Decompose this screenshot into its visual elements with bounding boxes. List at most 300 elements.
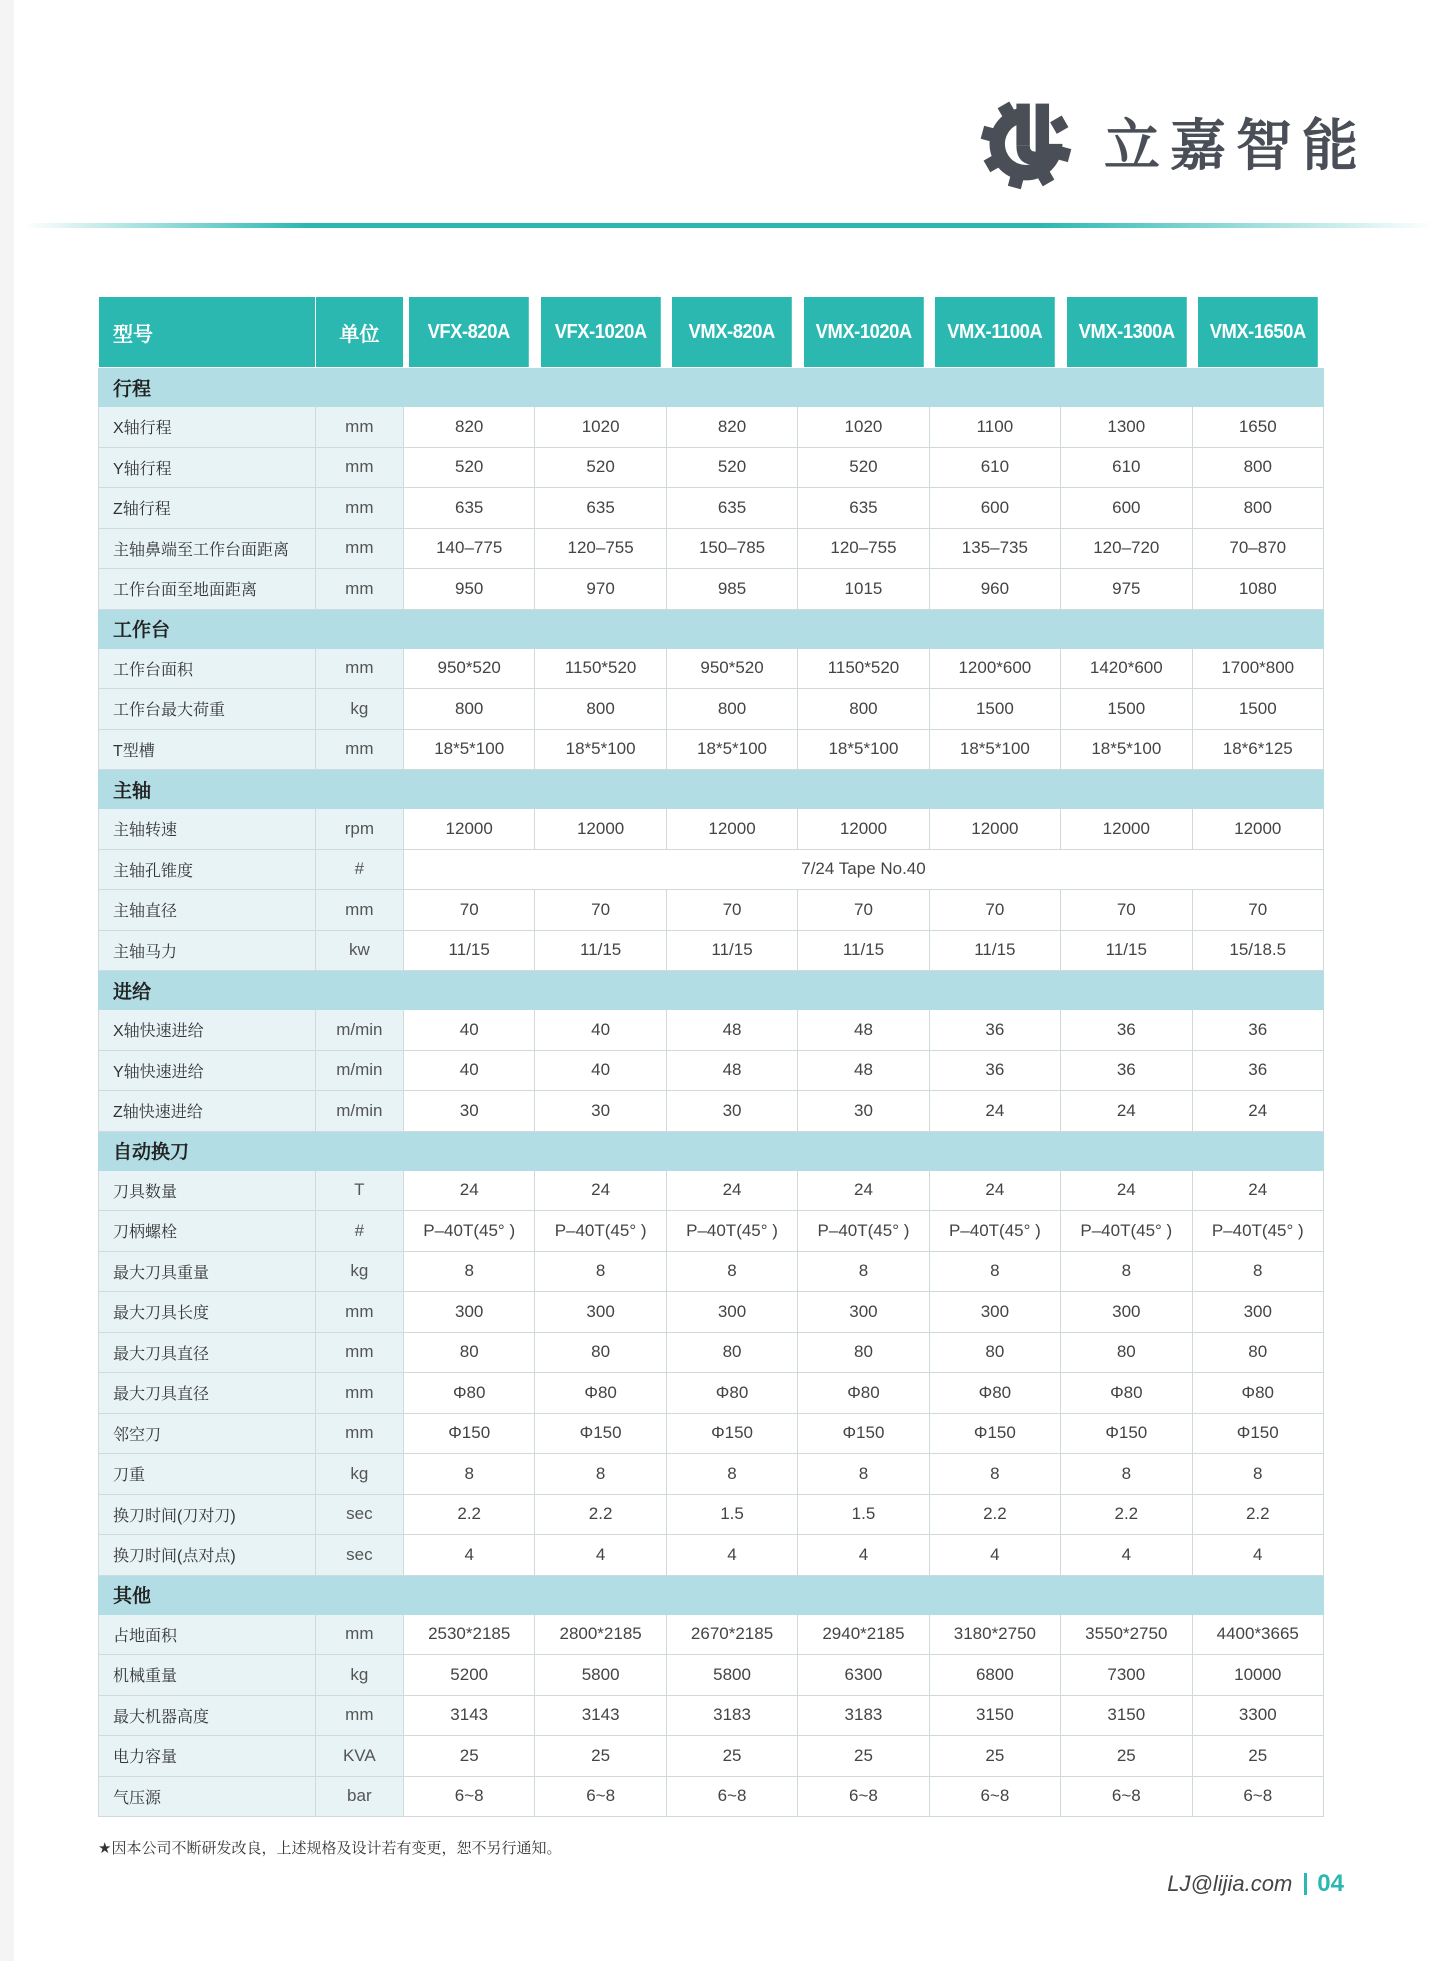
row-value: 36 bbox=[1192, 1010, 1323, 1051]
header-model-name: VMX-1300A bbox=[1066, 297, 1187, 368]
row-label: 换刀时间(点对点) bbox=[99, 1535, 316, 1576]
row-value: 30 bbox=[798, 1091, 929, 1132]
row-value: 6~8 bbox=[929, 1776, 1060, 1817]
row-unit: sec bbox=[315, 1494, 403, 1535]
row-value: P–40T(45° ) bbox=[929, 1211, 1060, 1252]
contact-email: LJ@lijia.com bbox=[1167, 1871, 1293, 1896]
header-model-name: VMX-1020A bbox=[803, 297, 924, 368]
row-value: 6~8 bbox=[1061, 1776, 1192, 1817]
row-value: 300 bbox=[1061, 1292, 1192, 1333]
table-row bbox=[99, 1170, 1324, 1211]
row-value: 1080 bbox=[1192, 569, 1323, 610]
brand-name: 立嘉智能 bbox=[1104, 113, 1368, 179]
row-value: 24 bbox=[535, 1170, 666, 1211]
row-value: 635 bbox=[403, 488, 534, 529]
spec-page bbox=[14, 0, 1440, 1961]
row-value: 12000 bbox=[929, 809, 1060, 850]
row-value: 520 bbox=[403, 447, 534, 488]
row-value: 2800*2185 bbox=[535, 1614, 666, 1655]
row-value: 24 bbox=[929, 1170, 1060, 1211]
row-value: 300 bbox=[929, 1292, 1060, 1333]
row-value: 1700*800 bbox=[1192, 648, 1323, 689]
table-row bbox=[99, 1413, 1324, 1454]
row-value: 8 bbox=[1061, 1454, 1192, 1495]
row-label: Y轴行程 bbox=[99, 447, 316, 488]
row-unit: mm bbox=[315, 447, 403, 488]
row-value: 18*5*100 bbox=[535, 729, 666, 770]
section-row bbox=[99, 1575, 1324, 1614]
row-value: 80 bbox=[929, 1332, 1060, 1373]
table-row bbox=[99, 1211, 1324, 1252]
table-row bbox=[99, 1736, 1324, 1777]
row-value: 40 bbox=[535, 1050, 666, 1091]
table-header-row bbox=[99, 297, 1324, 368]
row-value: 8 bbox=[403, 1251, 534, 1292]
row-value: 2.2 bbox=[535, 1494, 666, 1535]
section-row bbox=[99, 770, 1324, 809]
row-value: 5800 bbox=[666, 1655, 797, 1696]
row-value: 120–755 bbox=[798, 528, 929, 569]
row-value: 11/15 bbox=[403, 930, 534, 971]
row-value: 5200 bbox=[403, 1655, 534, 1696]
row-value: Φ80 bbox=[666, 1373, 797, 1414]
table-row bbox=[99, 729, 1324, 770]
row-unit: mm bbox=[315, 1695, 403, 1736]
row-value: Φ80 bbox=[403, 1373, 534, 1414]
table-row bbox=[99, 1655, 1324, 1696]
header-divider bbox=[24, 223, 1434, 228]
row-value: 1020 bbox=[535, 407, 666, 448]
row-label: 主轴鼻端至工作台面距离 bbox=[99, 528, 316, 569]
header-model-name: VMX-1100A bbox=[934, 297, 1055, 368]
table-row bbox=[99, 930, 1324, 971]
row-value: 36 bbox=[1061, 1050, 1192, 1091]
row-value: 800 bbox=[1192, 447, 1323, 488]
row-label: 工作台面积 bbox=[99, 648, 316, 689]
row-value: 70 bbox=[1192, 890, 1323, 931]
spec-table bbox=[98, 296, 1324, 1817]
row-value: Φ80 bbox=[798, 1373, 929, 1414]
row-value: 40 bbox=[403, 1010, 534, 1051]
row-value: 5800 bbox=[535, 1655, 666, 1696]
row-value: 25 bbox=[929, 1736, 1060, 1777]
row-value: 800 bbox=[666, 689, 797, 730]
row-value: 80 bbox=[535, 1332, 666, 1373]
table-row bbox=[99, 1535, 1324, 1576]
row-label: 最大刀具直径 bbox=[99, 1332, 316, 1373]
table-row bbox=[99, 1776, 1324, 1817]
row-value: 960 bbox=[929, 569, 1060, 610]
row-value: 8 bbox=[929, 1251, 1060, 1292]
row-label: 邻空刀 bbox=[99, 1413, 316, 1454]
row-value: 24 bbox=[798, 1170, 929, 1211]
row-value: 40 bbox=[403, 1050, 534, 1091]
brand-logo bbox=[978, 94, 1368, 190]
row-value: 24 bbox=[403, 1170, 534, 1211]
row-value: 80 bbox=[798, 1332, 929, 1373]
row-value: 18*5*100 bbox=[403, 729, 534, 770]
row-value: 3150 bbox=[929, 1695, 1060, 1736]
row-unit: kw bbox=[315, 930, 403, 971]
row-value: 30 bbox=[535, 1091, 666, 1132]
row-value: 36 bbox=[1061, 1010, 1192, 1051]
row-value: P–40T(45° ) bbox=[535, 1211, 666, 1252]
row-value: 24 bbox=[1192, 1091, 1323, 1132]
table-row bbox=[99, 1695, 1324, 1736]
row-value: 1.5 bbox=[666, 1494, 797, 1535]
row-label: 主轴马力 bbox=[99, 930, 316, 971]
row-value: 8 bbox=[535, 1454, 666, 1495]
row-label: Z轴行程 bbox=[99, 488, 316, 529]
row-value: 1500 bbox=[1192, 689, 1323, 730]
row-unit: sec bbox=[315, 1535, 403, 1576]
row-value: 520 bbox=[798, 447, 929, 488]
row-value: 15/18.5 bbox=[1192, 930, 1323, 971]
row-value: 300 bbox=[403, 1292, 534, 1333]
row-label: 占地面积 bbox=[99, 1614, 316, 1655]
row-value: 11/15 bbox=[798, 930, 929, 971]
row-value: P–40T(45° ) bbox=[798, 1211, 929, 1252]
row-label: 工作台最大荷重 bbox=[99, 689, 316, 730]
row-value: 70 bbox=[929, 890, 1060, 931]
row-value: 800 bbox=[535, 689, 666, 730]
row-value: 6~8 bbox=[403, 1776, 534, 1817]
row-unit: mm bbox=[315, 1373, 403, 1414]
row-merged-value: 7/24 Tape No.40 bbox=[403, 849, 1323, 890]
row-value: 4400*3665 bbox=[1192, 1614, 1323, 1655]
row-value: 2530*2185 bbox=[403, 1614, 534, 1655]
row-value: 820 bbox=[403, 407, 534, 448]
row-value: 6~8 bbox=[535, 1776, 666, 1817]
row-value: 8 bbox=[929, 1454, 1060, 1495]
row-value: 985 bbox=[666, 569, 797, 610]
row-value: 2.2 bbox=[1192, 1494, 1323, 1535]
row-label: 最大刀具直径 bbox=[99, 1373, 316, 1414]
row-value: 12000 bbox=[1061, 809, 1192, 850]
row-value: 2.2 bbox=[1061, 1494, 1192, 1535]
header-model-name: VMX-1650A bbox=[1197, 297, 1318, 368]
row-value: 4 bbox=[1061, 1535, 1192, 1576]
table-row bbox=[99, 1373, 1324, 1414]
row-value: 18*5*100 bbox=[798, 729, 929, 770]
table-row bbox=[99, 1050, 1324, 1091]
row-value: 600 bbox=[1061, 488, 1192, 529]
row-value: 12000 bbox=[403, 809, 534, 850]
row-label: T型槽 bbox=[99, 729, 316, 770]
row-unit: mm bbox=[315, 729, 403, 770]
row-value: 1.5 bbox=[798, 1494, 929, 1535]
row-value: 8 bbox=[1061, 1251, 1192, 1292]
row-value: 70 bbox=[798, 890, 929, 931]
row-value: 300 bbox=[535, 1292, 666, 1333]
row-unit: kg bbox=[315, 1454, 403, 1495]
row-value: Φ150 bbox=[666, 1413, 797, 1454]
table-row bbox=[99, 1494, 1324, 1535]
table-row bbox=[99, 809, 1324, 850]
row-unit: mm bbox=[315, 1413, 403, 1454]
row-value: 2940*2185 bbox=[798, 1614, 929, 1655]
row-label: 刀柄螺栓 bbox=[99, 1211, 316, 1252]
row-value: 18*5*100 bbox=[1061, 729, 1192, 770]
lj-gear-logo-icon bbox=[978, 94, 1074, 190]
row-value: 4 bbox=[403, 1535, 534, 1576]
row-value: Φ150 bbox=[798, 1413, 929, 1454]
row-value: 1150*520 bbox=[535, 648, 666, 689]
header-unit-label: 单位 bbox=[315, 297, 403, 368]
row-value: 8 bbox=[1192, 1251, 1323, 1292]
row-value: 8 bbox=[798, 1454, 929, 1495]
row-unit: kg bbox=[315, 1251, 403, 1292]
row-value: 635 bbox=[666, 488, 797, 529]
section-row bbox=[99, 1131, 1324, 1170]
row-value: 25 bbox=[403, 1736, 534, 1777]
row-value: 8 bbox=[798, 1251, 929, 1292]
row-value: 610 bbox=[929, 447, 1060, 488]
row-value: 12000 bbox=[798, 809, 929, 850]
row-value: 610 bbox=[1061, 447, 1192, 488]
row-value: 11/15 bbox=[535, 930, 666, 971]
row-value: 11/15 bbox=[1061, 930, 1192, 971]
row-label: 换刀时间(刀对刀) bbox=[99, 1494, 316, 1535]
row-unit: T bbox=[315, 1170, 403, 1211]
row-value: 10000 bbox=[1192, 1655, 1323, 1696]
row-unit: KVA bbox=[315, 1736, 403, 1777]
row-value: 120–755 bbox=[535, 528, 666, 569]
row-value: 950*520 bbox=[666, 648, 797, 689]
row-label: 最大刀具重量 bbox=[99, 1251, 316, 1292]
row-unit: m/min bbox=[315, 1010, 403, 1051]
row-value: 820 bbox=[666, 407, 797, 448]
row-label: 主轴孔锥度 bbox=[99, 849, 316, 890]
row-unit: # bbox=[315, 1211, 403, 1252]
row-value: 18*5*100 bbox=[929, 729, 1060, 770]
table-row bbox=[99, 1614, 1324, 1655]
table-row bbox=[99, 528, 1324, 569]
row-unit: bar bbox=[315, 1776, 403, 1817]
row-value: 18*5*100 bbox=[666, 729, 797, 770]
row-unit: mm bbox=[315, 488, 403, 529]
row-label: Z轴快速进给 bbox=[99, 1091, 316, 1132]
row-value: 24 bbox=[1192, 1170, 1323, 1211]
table-row bbox=[99, 648, 1324, 689]
row-value: 3300 bbox=[1192, 1695, 1323, 1736]
row-value: 4 bbox=[535, 1535, 666, 1576]
row-value: 8 bbox=[535, 1251, 666, 1292]
row-value: 36 bbox=[929, 1010, 1060, 1051]
header-model-name: VFX-1020A bbox=[540, 297, 661, 368]
section-title: 自动换刀 bbox=[99, 1131, 1324, 1170]
row-value: 6300 bbox=[798, 1655, 929, 1696]
row-value: 3183 bbox=[798, 1695, 929, 1736]
row-unit: mm bbox=[315, 1292, 403, 1333]
row-unit: mm bbox=[315, 407, 403, 448]
table-row bbox=[99, 849, 1324, 890]
row-label: 工作台面至地面距离 bbox=[99, 569, 316, 610]
row-value: 12000 bbox=[535, 809, 666, 850]
row-value: 24 bbox=[666, 1170, 797, 1211]
row-value: 8 bbox=[1192, 1454, 1323, 1495]
row-value: 80 bbox=[403, 1332, 534, 1373]
row-value: 950 bbox=[403, 569, 534, 610]
row-value: 520 bbox=[535, 447, 666, 488]
table-row bbox=[99, 407, 1324, 448]
row-value: 25 bbox=[1192, 1736, 1323, 1777]
row-unit: mm bbox=[315, 1614, 403, 1655]
table-row bbox=[99, 1292, 1324, 1333]
row-value: P–40T(45° ) bbox=[403, 1211, 534, 1252]
row-value: 1100 bbox=[929, 407, 1060, 448]
row-value: 4 bbox=[798, 1535, 929, 1576]
row-label: Y轴快速进给 bbox=[99, 1050, 316, 1091]
row-value: 635 bbox=[798, 488, 929, 529]
row-value: 1650 bbox=[1192, 407, 1323, 448]
row-unit: mm bbox=[315, 569, 403, 610]
row-value: 70 bbox=[403, 890, 534, 931]
row-value: 4 bbox=[666, 1535, 797, 1576]
row-value: 3183 bbox=[666, 1695, 797, 1736]
row-value: Φ150 bbox=[535, 1413, 666, 1454]
row-label: 主轴直径 bbox=[99, 890, 316, 931]
row-value: 18*6*125 bbox=[1192, 729, 1323, 770]
row-value: 6~8 bbox=[1192, 1776, 1323, 1817]
row-value: 70 bbox=[1061, 890, 1192, 931]
table-row bbox=[99, 689, 1324, 730]
row-value: 25 bbox=[798, 1736, 929, 1777]
row-value: Φ80 bbox=[1061, 1373, 1192, 1414]
table-row bbox=[99, 890, 1324, 931]
row-value: 800 bbox=[403, 689, 534, 730]
row-unit: m/min bbox=[315, 1091, 403, 1132]
row-value: 1150*520 bbox=[798, 648, 929, 689]
row-value: 6800 bbox=[929, 1655, 1060, 1696]
row-unit: # bbox=[315, 849, 403, 890]
row-value: 12000 bbox=[666, 809, 797, 850]
row-label: 主轴转速 bbox=[99, 809, 316, 850]
row-value: 520 bbox=[666, 447, 797, 488]
page-number: 04 bbox=[1317, 1870, 1344, 1897]
row-value: 3143 bbox=[535, 1695, 666, 1736]
row-value: 635 bbox=[535, 488, 666, 529]
section-title: 其他 bbox=[99, 1575, 1324, 1614]
row-value: 30 bbox=[403, 1091, 534, 1132]
row-value: 48 bbox=[666, 1010, 797, 1051]
row-value: Φ150 bbox=[1061, 1413, 1192, 1454]
row-value: 1420*600 bbox=[1061, 648, 1192, 689]
row-value: 70 bbox=[535, 890, 666, 931]
table-row bbox=[99, 1251, 1324, 1292]
row-value: Φ150 bbox=[929, 1413, 1060, 1454]
page-footer bbox=[1167, 1870, 1344, 1898]
row-value: 80 bbox=[666, 1332, 797, 1373]
row-value: 48 bbox=[798, 1050, 929, 1091]
row-value: 3550*2750 bbox=[1061, 1614, 1192, 1655]
row-value: Φ150 bbox=[1192, 1413, 1323, 1454]
row-value: 80 bbox=[1192, 1332, 1323, 1373]
row-value: P–40T(45° ) bbox=[666, 1211, 797, 1252]
row-value: 975 bbox=[1061, 569, 1192, 610]
row-value: 2.2 bbox=[929, 1494, 1060, 1535]
header-model-name: VMX-820A bbox=[672, 297, 793, 368]
row-value: 600 bbox=[929, 488, 1060, 529]
row-value: 3150 bbox=[1061, 1695, 1192, 1736]
row-value: 70 bbox=[666, 890, 797, 931]
row-value: 970 bbox=[535, 569, 666, 610]
row-value: 800 bbox=[798, 689, 929, 730]
row-value: 8 bbox=[666, 1454, 797, 1495]
row-value: 70–870 bbox=[1192, 528, 1323, 569]
table-row bbox=[99, 447, 1324, 488]
row-value: 25 bbox=[666, 1736, 797, 1777]
row-value: 36 bbox=[929, 1050, 1060, 1091]
row-label: 刀重 bbox=[99, 1454, 316, 1495]
row-unit: kg bbox=[315, 1655, 403, 1696]
row-value: 950*520 bbox=[403, 648, 534, 689]
row-unit: kg bbox=[315, 689, 403, 730]
row-value: P–40T(45° ) bbox=[1061, 1211, 1192, 1252]
row-value: 1200*600 bbox=[929, 648, 1060, 689]
row-value: 800 bbox=[1192, 488, 1323, 529]
row-value: Φ80 bbox=[1192, 1373, 1323, 1414]
footer-divider bbox=[1304, 1873, 1307, 1895]
row-unit: rpm bbox=[315, 809, 403, 850]
row-value: 2670*2185 bbox=[666, 1614, 797, 1655]
row-value: 3180*2750 bbox=[929, 1614, 1060, 1655]
row-value: 8 bbox=[666, 1251, 797, 1292]
row-value: 1500 bbox=[1061, 689, 1192, 730]
row-unit: m/min bbox=[315, 1050, 403, 1091]
header-model-label: 型号 bbox=[99, 297, 316, 368]
row-value: 30 bbox=[666, 1091, 797, 1132]
row-value: 11/15 bbox=[929, 930, 1060, 971]
row-value: 80 bbox=[1061, 1332, 1192, 1373]
row-value: 2.2 bbox=[403, 1494, 534, 1535]
row-value: 40 bbox=[535, 1010, 666, 1051]
row-value: 3143 bbox=[403, 1695, 534, 1736]
section-title: 行程 bbox=[99, 368, 1324, 407]
row-unit: mm bbox=[315, 648, 403, 689]
disclaimer-note: ★因本公司不断研发改良，上述规格及设计若有变更，恕不另行通知。 bbox=[98, 1839, 562, 1857]
row-value: 48 bbox=[666, 1050, 797, 1091]
table-row bbox=[99, 569, 1324, 610]
header-model-name: VFX-820A bbox=[409, 297, 530, 368]
table-row bbox=[99, 1010, 1324, 1051]
row-label: 机械重量 bbox=[99, 1655, 316, 1696]
section-title: 进给 bbox=[99, 971, 1324, 1010]
row-value: P–40T(45° ) bbox=[1192, 1211, 1323, 1252]
row-value: 24 bbox=[1061, 1170, 1192, 1211]
row-value: 150–785 bbox=[666, 528, 797, 569]
section-title: 工作台 bbox=[99, 609, 1324, 648]
row-label: 气压源 bbox=[99, 1776, 316, 1817]
row-value: 140–775 bbox=[403, 528, 534, 569]
row-value: 1015 bbox=[798, 569, 929, 610]
row-value: 12000 bbox=[1192, 809, 1323, 850]
row-value: 120–720 bbox=[1061, 528, 1192, 569]
row-value: 300 bbox=[666, 1292, 797, 1333]
row-value: 7300 bbox=[1061, 1655, 1192, 1696]
row-value: 1300 bbox=[1061, 407, 1192, 448]
row-unit: mm bbox=[315, 890, 403, 931]
row-value: 48 bbox=[798, 1010, 929, 1051]
row-value: 6~8 bbox=[798, 1776, 929, 1817]
row-label: 电力容量 bbox=[99, 1736, 316, 1777]
row-value: 1500 bbox=[929, 689, 1060, 730]
section-row bbox=[99, 971, 1324, 1010]
row-value: Φ80 bbox=[535, 1373, 666, 1414]
table-row bbox=[99, 1454, 1324, 1495]
row-value: 300 bbox=[798, 1292, 929, 1333]
row-value: 36 bbox=[1192, 1050, 1323, 1091]
